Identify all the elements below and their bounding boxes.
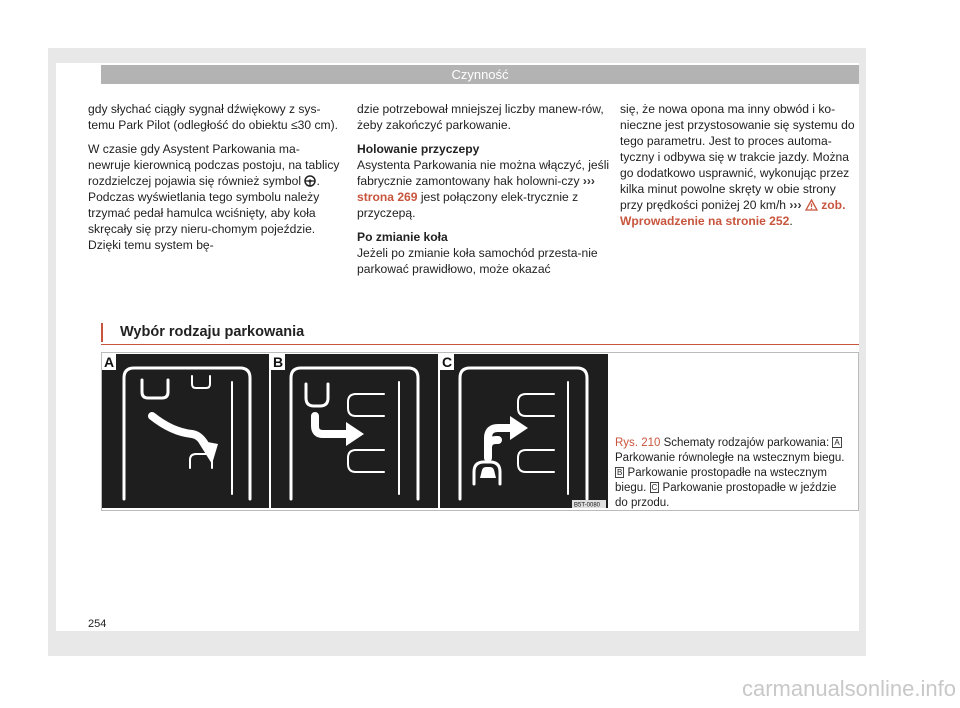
paragraph-text: jest połączony elek-trycznie z przyczepą.	[357, 190, 579, 220]
page-number: 254	[88, 618, 107, 630]
paragraph-text: . Podczas wyświetlania tego symbolu należy trzymać pedał hamulca wciśnięty, aby koła skręcały się przy nieru-chomym pojeździe. Dzięki temu system bę-	[88, 174, 320, 252]
panel-label-a: A	[104, 354, 115, 370]
caption-text: Parkowanie prostopadłe w jeździe do przodu.	[615, 482, 837, 509]
intro-link-page-252[interactable]: Wprowadzenie na stronie 252	[620, 214, 790, 228]
paragraph-text: W czasie gdy Asystent Parkowania ma-newruje kierownicą podczas postoju, na tablicy rozdzielczej pojawia się również symbol	[88, 142, 340, 188]
paragraph	[357, 157, 611, 221]
key-c-badge: C	[651, 483, 658, 492]
paragraph-text: Asystenta Parkowania nie można włączyć, jeśli fabrycznie zamontowany hak holowni-czy	[357, 158, 610, 188]
paragraph	[620, 101, 860, 229]
reference-arrows: ›››	[582, 174, 595, 188]
caption-text: Parkowanie prostopadłe na wstecznym biegu.	[615, 467, 827, 494]
key-a-badge: A	[834, 438, 840, 447]
page-link-269[interactable]: strona 269	[357, 190, 418, 204]
figure-code: B5T-0080	[574, 502, 601, 508]
section-divider	[101, 344, 859, 345]
section-title: Wybór rodzaju parkowania	[120, 324, 305, 340]
parking-schematic-figure	[102, 354, 608, 508]
panel-c-background	[440, 354, 608, 508]
intro-link-zob[interactable]: zob.	[821, 198, 846, 212]
warning-triangle-icon	[805, 199, 818, 211]
caption-text: Parkowanie równoległe na wstecznym biegu.	[615, 452, 845, 464]
key-b-badge: B	[617, 468, 623, 477]
text-column-2	[357, 101, 611, 285]
paragraph: gdy słychać ciągły sygnał dźwiękowy z sys-temu Park Pilot (odległość do obiektu ≤30 cm).	[88, 102, 338, 132]
reference-arrows: ›››	[789, 198, 802, 212]
text-column-3	[620, 101, 860, 237]
figure-number: Rys. 210	[615, 437, 661, 449]
punctuation: .	[789, 214, 793, 228]
paragraph: Jeżeli po zmianie koła samochód przesta-nie parkować prawidłowo, może okazać	[357, 246, 598, 276]
subheading-wheel-change: Po zmianie koła	[357, 230, 448, 244]
watermark: carmanualsonline.info	[741, 676, 956, 701]
caption-text: Schematy rodzajów parkowania:	[663, 437, 830, 449]
text-column-1	[88, 101, 342, 261]
steering-wheel-icon	[304, 175, 316, 187]
paragraph: dzie potrzebował mniejszej liczby manew-rów, żeby zakończyć parkowanie.	[357, 102, 604, 132]
paragraph-text: się, że nowa opona ma inny obwód i ko-nieczne jest przystosowanie się systemu do tego parametru. Jest to proces automa-tyczny i odbywa się w trakcie jazdy. Można go dodatkowo usprawnić, wykonując przez kilka minut powolne skręty w obie strony przy prędkości poniżej 20 km/h	[620, 102, 855, 212]
paragraph	[88, 141, 342, 253]
panel-label-c: C	[442, 354, 453, 370]
panel-label-b: B	[273, 354, 284, 370]
section-marker	[101, 323, 103, 342]
chapter-header: Czynność	[101, 65, 859, 84]
subheading-trailer: Holowanie przyczepy	[357, 142, 480, 156]
figure-caption	[615, 436, 851, 511]
